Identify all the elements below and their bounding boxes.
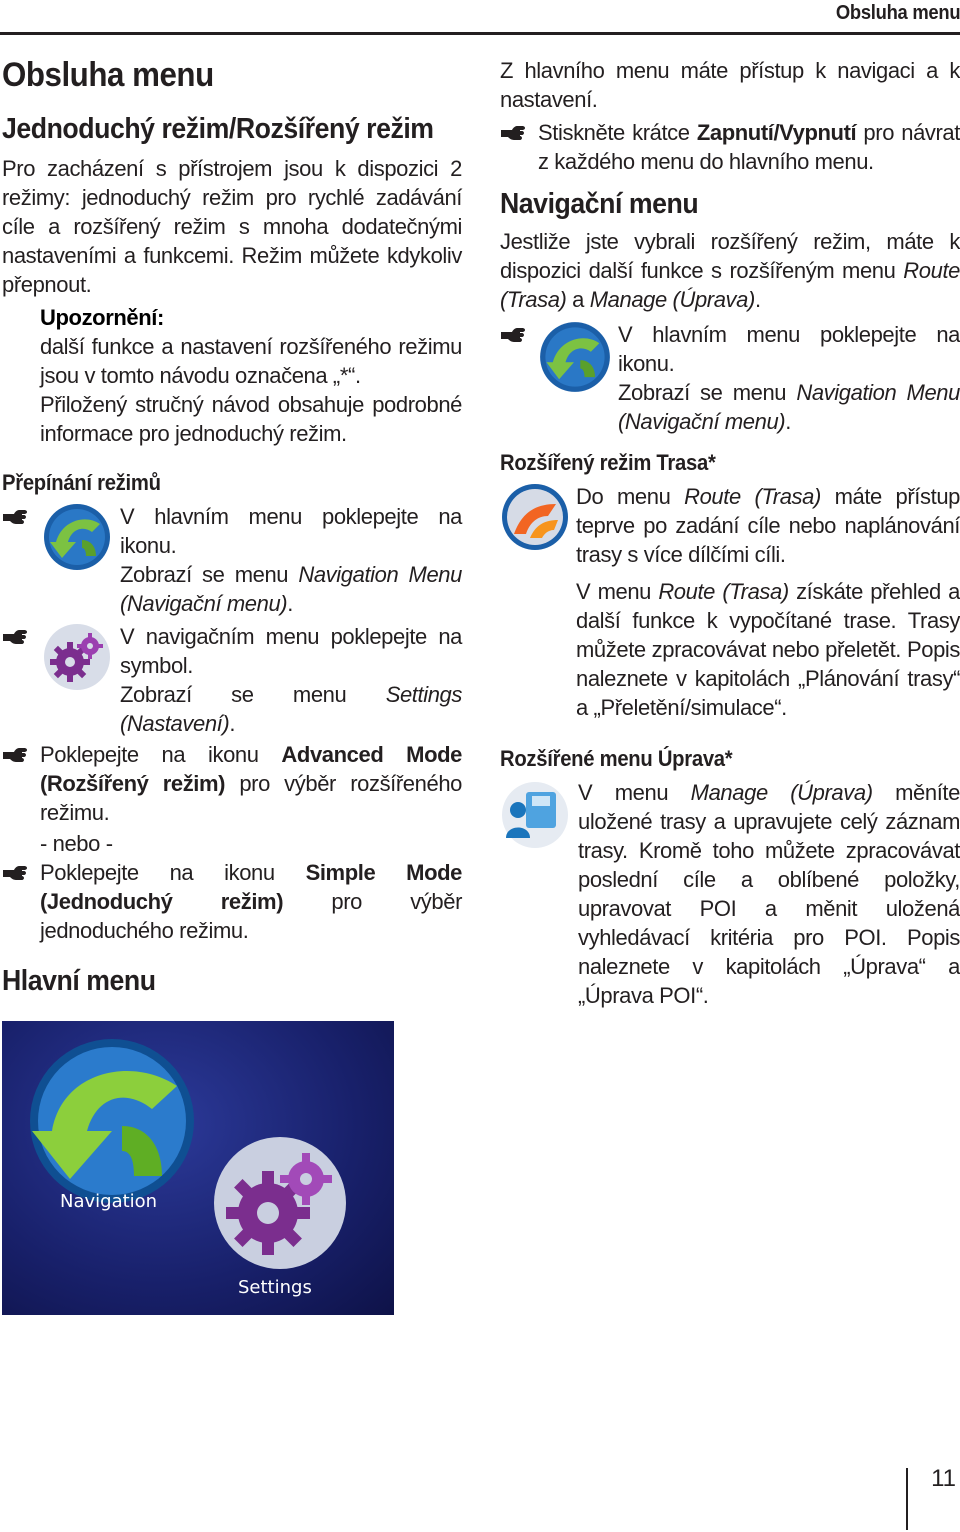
- pointing-hand-icon: [2, 745, 28, 763]
- section-title-main-menu: Hlavní menu: [2, 965, 156, 997]
- route-icon: [500, 482, 570, 552]
- step1-line1: V hlavním menu poklepejte na ikonu.: [120, 504, 462, 558]
- step2-line1: V navigačním menu poklepejte na symbol.: [120, 624, 462, 678]
- navigation-icon: [538, 320, 612, 394]
- note-text-1: další funkce a nastavení rozšířeného režimu jsou v tomto návodu označena „*“.: [40, 334, 462, 388]
- section-title-switching: Přepínání režimů: [2, 470, 161, 495]
- settings-label[interactable]: Settings: [238, 1277, 312, 1298]
- running-header: Obsluha menu: [835, 2, 960, 24]
- step-navigation-icon: [2, 502, 462, 618]
- section-title-route: Rozšířený režim Trasa*: [500, 450, 716, 475]
- section-title-modes: Jednoduchý režim/Rozšířený režim: [2, 113, 434, 145]
- manage-block: [500, 778, 960, 1010]
- page-number: 11: [931, 1465, 956, 1492]
- header-rule: [0, 32, 960, 35]
- nav-menu-text: Jestliže jste vybrali rozšířený režim, máte k dispozici další funkce s rozšířeným menu Route (Trasa) a Manage (Úprava).: [500, 229, 960, 312]
- pointing-hand-icon: [500, 325, 526, 343]
- settings-icon: [42, 622, 112, 692]
- step3-text: Poklepejte na ikonu Advanced Mode (Rozšířený režim) pro výběr rozšířeného režimu.: [40, 742, 463, 825]
- route-text-2: V menu Route (Trasa) získáte přehled a další funkce k vypočítané trase. Trasy můžete zpracovávat nebo přeletět. Popis naleznete v kapitolách „Plánování trasy“ a „Přeletění/simulace“.: [576, 579, 960, 720]
- navigation-label[interactable]: Navigation: [60, 1191, 158, 1212]
- nav-step-line2: Zobrazí se menu Navigation Menu (Navigační menu).: [618, 380, 960, 434]
- page-title: Obsluha menu: [2, 56, 214, 94]
- tip-text: Stiskněte krátce Zapnutí/Vypnutí pro návrat z každého menu do hlavního menu.: [538, 120, 960, 174]
- modes-intro: Pro zacházení s přístrojem jsou k dispozici 2 režimy: jednoduchý režim pro rychlé zadávání cíle a rozšířený režim s mnoha dodatečnými nastaveními a funkcemi. Režim můžete kdykoliv přepnout.: [2, 156, 462, 297]
- navigation-icon[interactable]: [22, 1031, 202, 1211]
- route-block: [500, 482, 960, 722]
- settings-icon[interactable]: [210, 1133, 350, 1273]
- right-column: [500, 50, 960, 1010]
- main-menu-screen: [2, 1021, 394, 1315]
- page-number-rule: [906, 1468, 908, 1530]
- tip-power-button: [500, 118, 960, 176]
- section-title-nav-menu: Navigační menu: [500, 188, 699, 220]
- main-menu-intro: Z hlavního menu máte přístup k navigaci a k nastavení.: [500, 58, 960, 112]
- navigation-icon: [42, 502, 112, 572]
- step-simple-mode: [2, 858, 462, 945]
- pointing-hand-icon: [500, 123, 526, 141]
- step-settings-icon: [2, 622, 462, 738]
- note-text-2: Přiložený stručný návod obsahuje podrobné informace pro jednoduchý režim.: [40, 392, 462, 446]
- route-text-1: Do menu Route (Trasa) máte přístup teprve po zadání cíle nebo naplánování trasy s více dílčími cíli.: [576, 484, 960, 567]
- pointing-hand-icon: [2, 863, 28, 881]
- step4-text: Poklepejte na ikonu Simple Mode (Jednoduchý režim) pro výběr jednoduchého režimu.: [40, 860, 463, 943]
- pointing-hand-icon: [2, 627, 28, 645]
- step1-line2: Zobrazí se menu Navigation Menu (Navigační menu).: [120, 562, 462, 616]
- step2-line2: Zobrazí se menu Settings (Nastavení).: [120, 682, 462, 736]
- nav-step-line1: V hlavním menu poklepejte na ikonu.: [618, 322, 960, 376]
- manage-icon: [500, 780, 570, 850]
- or-separator: - nebo -: [40, 831, 113, 856]
- step-nav-menu: [500, 320, 960, 436]
- pointing-hand-icon: [2, 507, 28, 525]
- manage-text: V menu Manage (Úprava) měníte uložené trasy a upravujete celý záznam trasy. Kromě toho můžete zpracovávat poslední cíle a oblíbené položky, upravovat POI a měnit uložená vyhledávací kritéria pro POI. Popis naleznete v kapitolách „Úprava“ a „Úprava POI“.: [578, 780, 960, 1008]
- section-title-manage: Rozšířené menu Úprava*: [500, 746, 733, 771]
- note-box: [40, 303, 462, 448]
- note-title: Upozornění:: [40, 305, 164, 330]
- step-advanced-mode: [2, 740, 462, 827]
- left-column: [2, 50, 462, 998]
